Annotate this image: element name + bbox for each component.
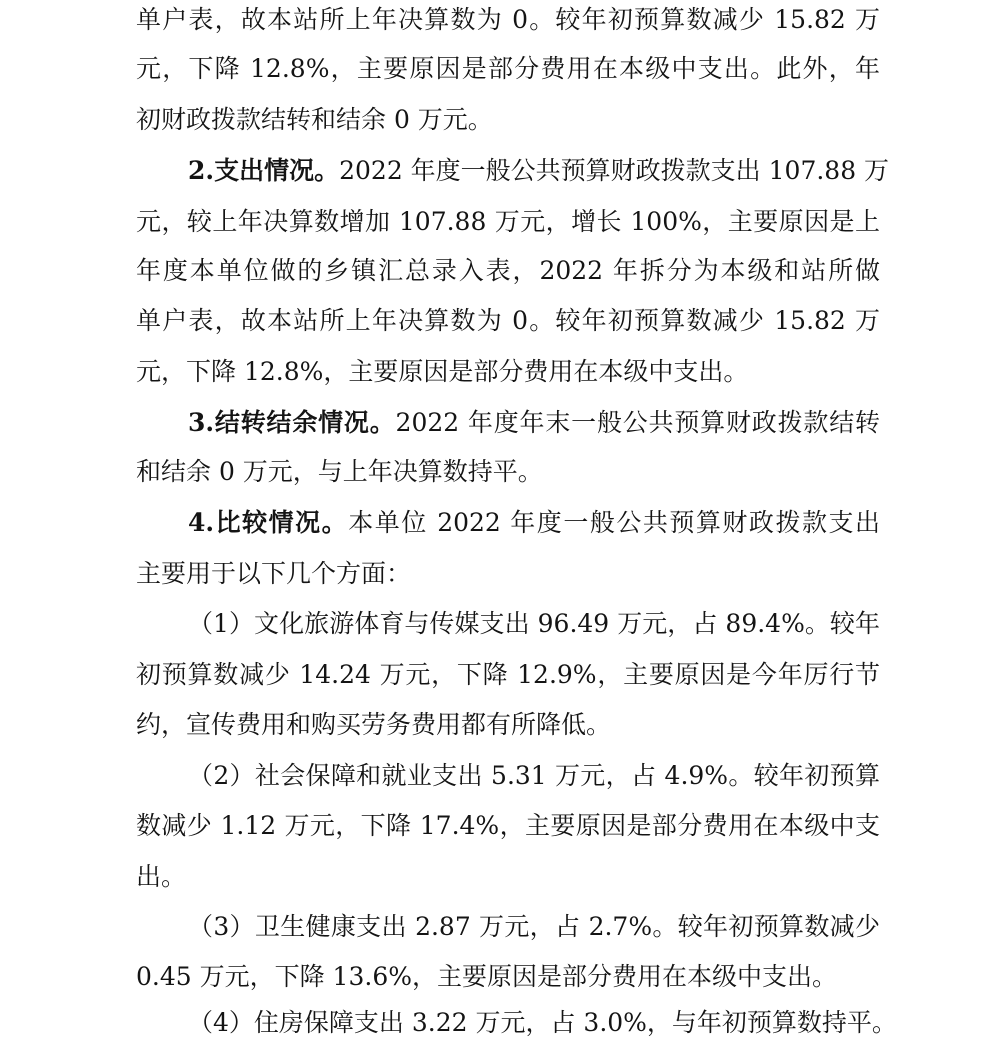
text-line: 数减少 1.12 万元，下降 17.4%，主要原因是部分费用在本级中支	[136, 811, 880, 840]
text-line: （3）卫生健康支出 2.87 万元，占 2.7%。较年初预算数减少	[188, 912, 880, 941]
text-line: （4）住房保障支出 3.22 万元，占 3.0%，与年初预算数持平。	[188, 1008, 897, 1037]
text-line: 单户表，故本站所上年决算数为 0。较年初预算数减少 15.82 万	[136, 306, 880, 335]
text-run: 本单位 2022 年度一般公共预算财政拨款支出	[348, 508, 880, 537]
text-line: 元，较上年决算数增加 107.88 万元，增长 100%，主要原因是上	[136, 207, 880, 236]
text-run: 2022 年度年末一般公共预算财政拨款结转	[395, 408, 880, 437]
text-line	[136, 503, 880, 543]
section-heading: 4.比较情况。	[188, 508, 349, 537]
text-line: 初财政拨款结转和结余 0 万元。	[136, 105, 493, 134]
text-line: 初预算数减少 14.24 万元，下降 12.9%，主要原因是今年厉行节	[136, 660, 880, 689]
text-line: 约，宣传费用和购买劳务费用都有所降低。	[136, 710, 612, 739]
text-line: （2）社会保障和就业支出 5.31 万元，占 4.9%。较年初预算	[188, 761, 880, 790]
text-run: 2022 年度一般公共预算财政拨款支出 107.88 万	[339, 156, 890, 185]
text-line: （1）文化旅游体育与传媒支出 96.49 万元，占 89.4%。较年	[188, 609, 880, 638]
section-heading: 3.结转结余情况。	[188, 408, 396, 437]
text-line	[136, 403, 880, 443]
text-line: 单户表，故本站所上年决算数为 0。较年初预算数减少 15.82 万	[136, 5, 880, 34]
text-line: 0.45 万元，下降 13.6%，主要原因是部分费用在本级中支出。	[136, 962, 837, 991]
text-line: 和结余 0 万元，与上年决算数持平。	[136, 457, 543, 486]
text-line: 元，下降 12.8%，主要原因是部分费用在本级中支出。此外，年	[136, 54, 880, 83]
text-line	[136, 151, 890, 191]
text-line: 年度本单位做的乡镇汇总录入表，2022 年拆分为本级和站所做	[136, 256, 880, 285]
text-line: 主要用于以下几个方面：	[136, 559, 412, 588]
text-line: 出。	[136, 862, 187, 891]
text-line: 元，下降 12.8%，主要原因是部分费用在本级中支出。	[136, 357, 749, 386]
section-heading: 2.支出情况。	[188, 156, 340, 185]
